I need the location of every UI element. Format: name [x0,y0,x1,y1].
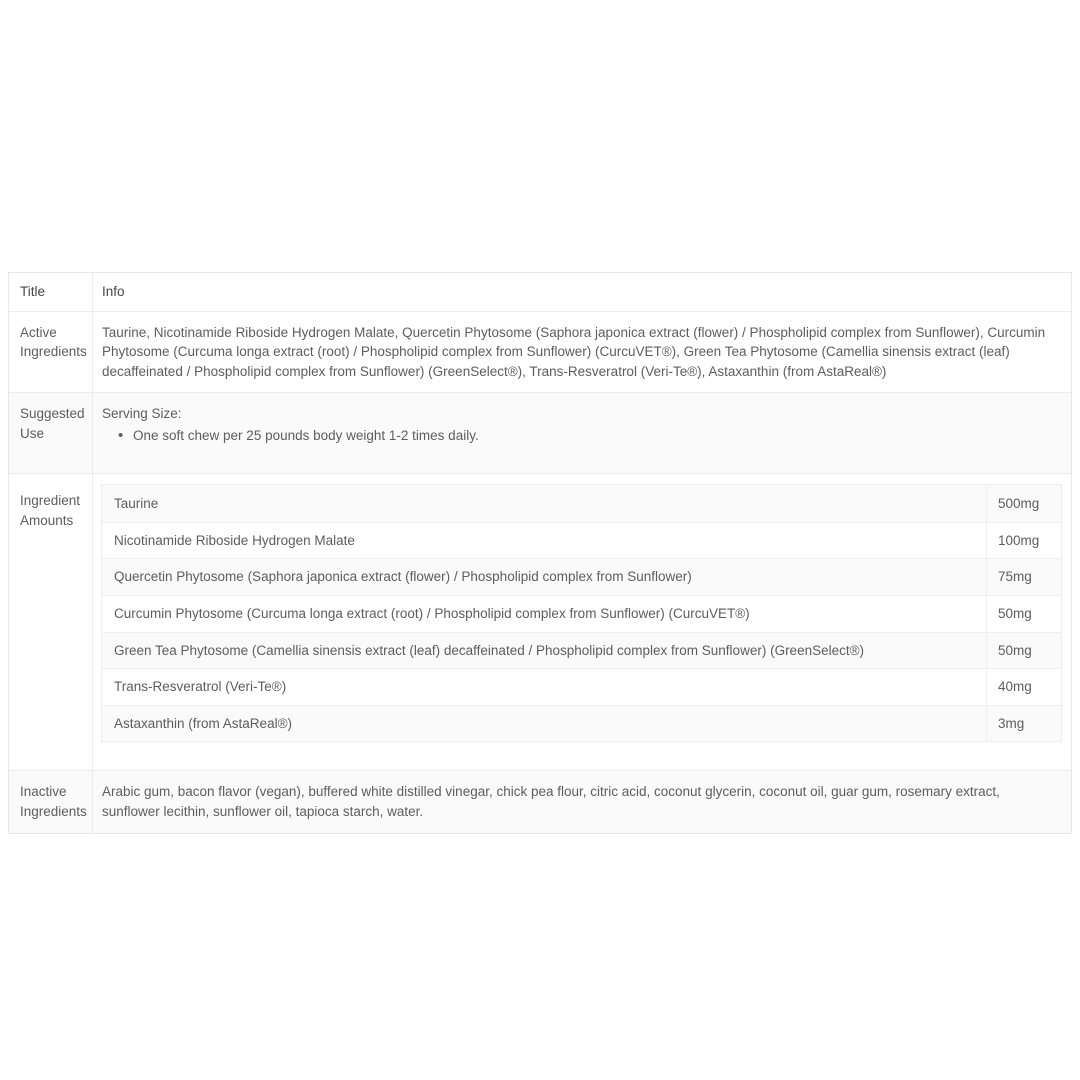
ingredient-amount: 40mg [986,669,1061,705]
ingredient-row [102,522,1061,559]
serving-size-item: • One soft chew per 25 pounds body weight 1-2 times daily. [102,426,1061,446]
ingredient-name: Taurine [114,495,159,511]
row-suggested-use [9,392,1071,473]
ingredient-row [102,668,1061,705]
ingredient-name: Astaxanthin (from AstaReal®) [114,715,293,731]
header-info-column: Info [102,284,125,299]
active-ingredients-text: Taurine, Nicotinamide Riboside Hydrogen Malate, Quercetin Phytosome (Saphora japonica extract (flower) / Phospholipid complex from Sunflower), Curcumin Phytosome (Curcuma longa extract (root) / Phospholipid complex from Sunflower) (CurcuVET®), Green Tea Phytosome (Camellia sinensis extract (leaf) decaffeinated / Phospholipid complex from Sunflower) (GreenSelect®), Trans-Resveratrol (Veri-Te®), Astaxanthin (from AstaReal®) [102,324,1046,379]
serving-size-label: Serving Size: [102,406,182,422]
ingredient-row [102,705,1061,742]
ingredient-row [102,595,1061,632]
ingredient-row [102,485,1061,522]
table-header-row [9,273,1071,311]
ingredient-amount: 3mg [986,706,1061,742]
ingredient-name: Curcumin Phytosome (Curcuma longa extract (root) / Phospholipid complex from Sunflower) (CurcuVET®) [114,606,750,622]
suggested-use-content [93,393,1071,473]
ingredient-amount: 50mg [986,633,1061,669]
row-title-active-ingredients: Active Ingredients [9,312,93,393]
ingredient-amounts-table [101,484,1062,742]
row-title-inactive-ingredients: Inactive Ingredients [9,771,93,832]
ingredient-amounts-content [93,474,1071,770]
header-title-column: Title [9,273,93,311]
serving-size-list [102,426,1061,446]
ingredient-name: Trans-Resveratrol (Veri-Te®) [114,679,287,695]
ingredient-name: Nicotinamide Riboside Hydrogen Malate [114,532,355,548]
row-ingredient-amounts [9,473,1071,770]
ingredient-amount: 500mg [986,485,1061,522]
row-title-ingredient-amounts: Ingredient Amounts [9,474,93,770]
ingredient-row [102,632,1061,669]
ingredient-name: Green Tea Phytosome (Camellia sinensis extract (leaf) decaffeinated / Phospholipid complex from Sunflower) (GreenSelect®) [114,642,865,658]
ingredient-amount: 75mg [986,559,1061,595]
ingredient-name: Quercetin Phytosome (Saphora japonica extract (flower) / Phospholipid complex from Sunflower) [114,569,692,585]
inactive-ingredients-text: Arabic gum, bacon flavor (vegan), buffered white distilled vinegar, chick pea flour, citric acid, coconut glycerin, coconut oil, guar gum, rosemary extract, sunflower lecithin, sunflower oil, tapioca starch, water. [102,784,1000,819]
ingredient-amount: 100mg [986,523,1061,559]
row-active-ingredients [9,311,1071,393]
product-info-table [8,272,1072,834]
row-inactive-ingredients [9,770,1071,832]
row-title-suggested-use: Suggested Use [9,393,93,473]
ingredient-amount: 50mg [986,596,1061,632]
ingredient-row [102,558,1061,595]
